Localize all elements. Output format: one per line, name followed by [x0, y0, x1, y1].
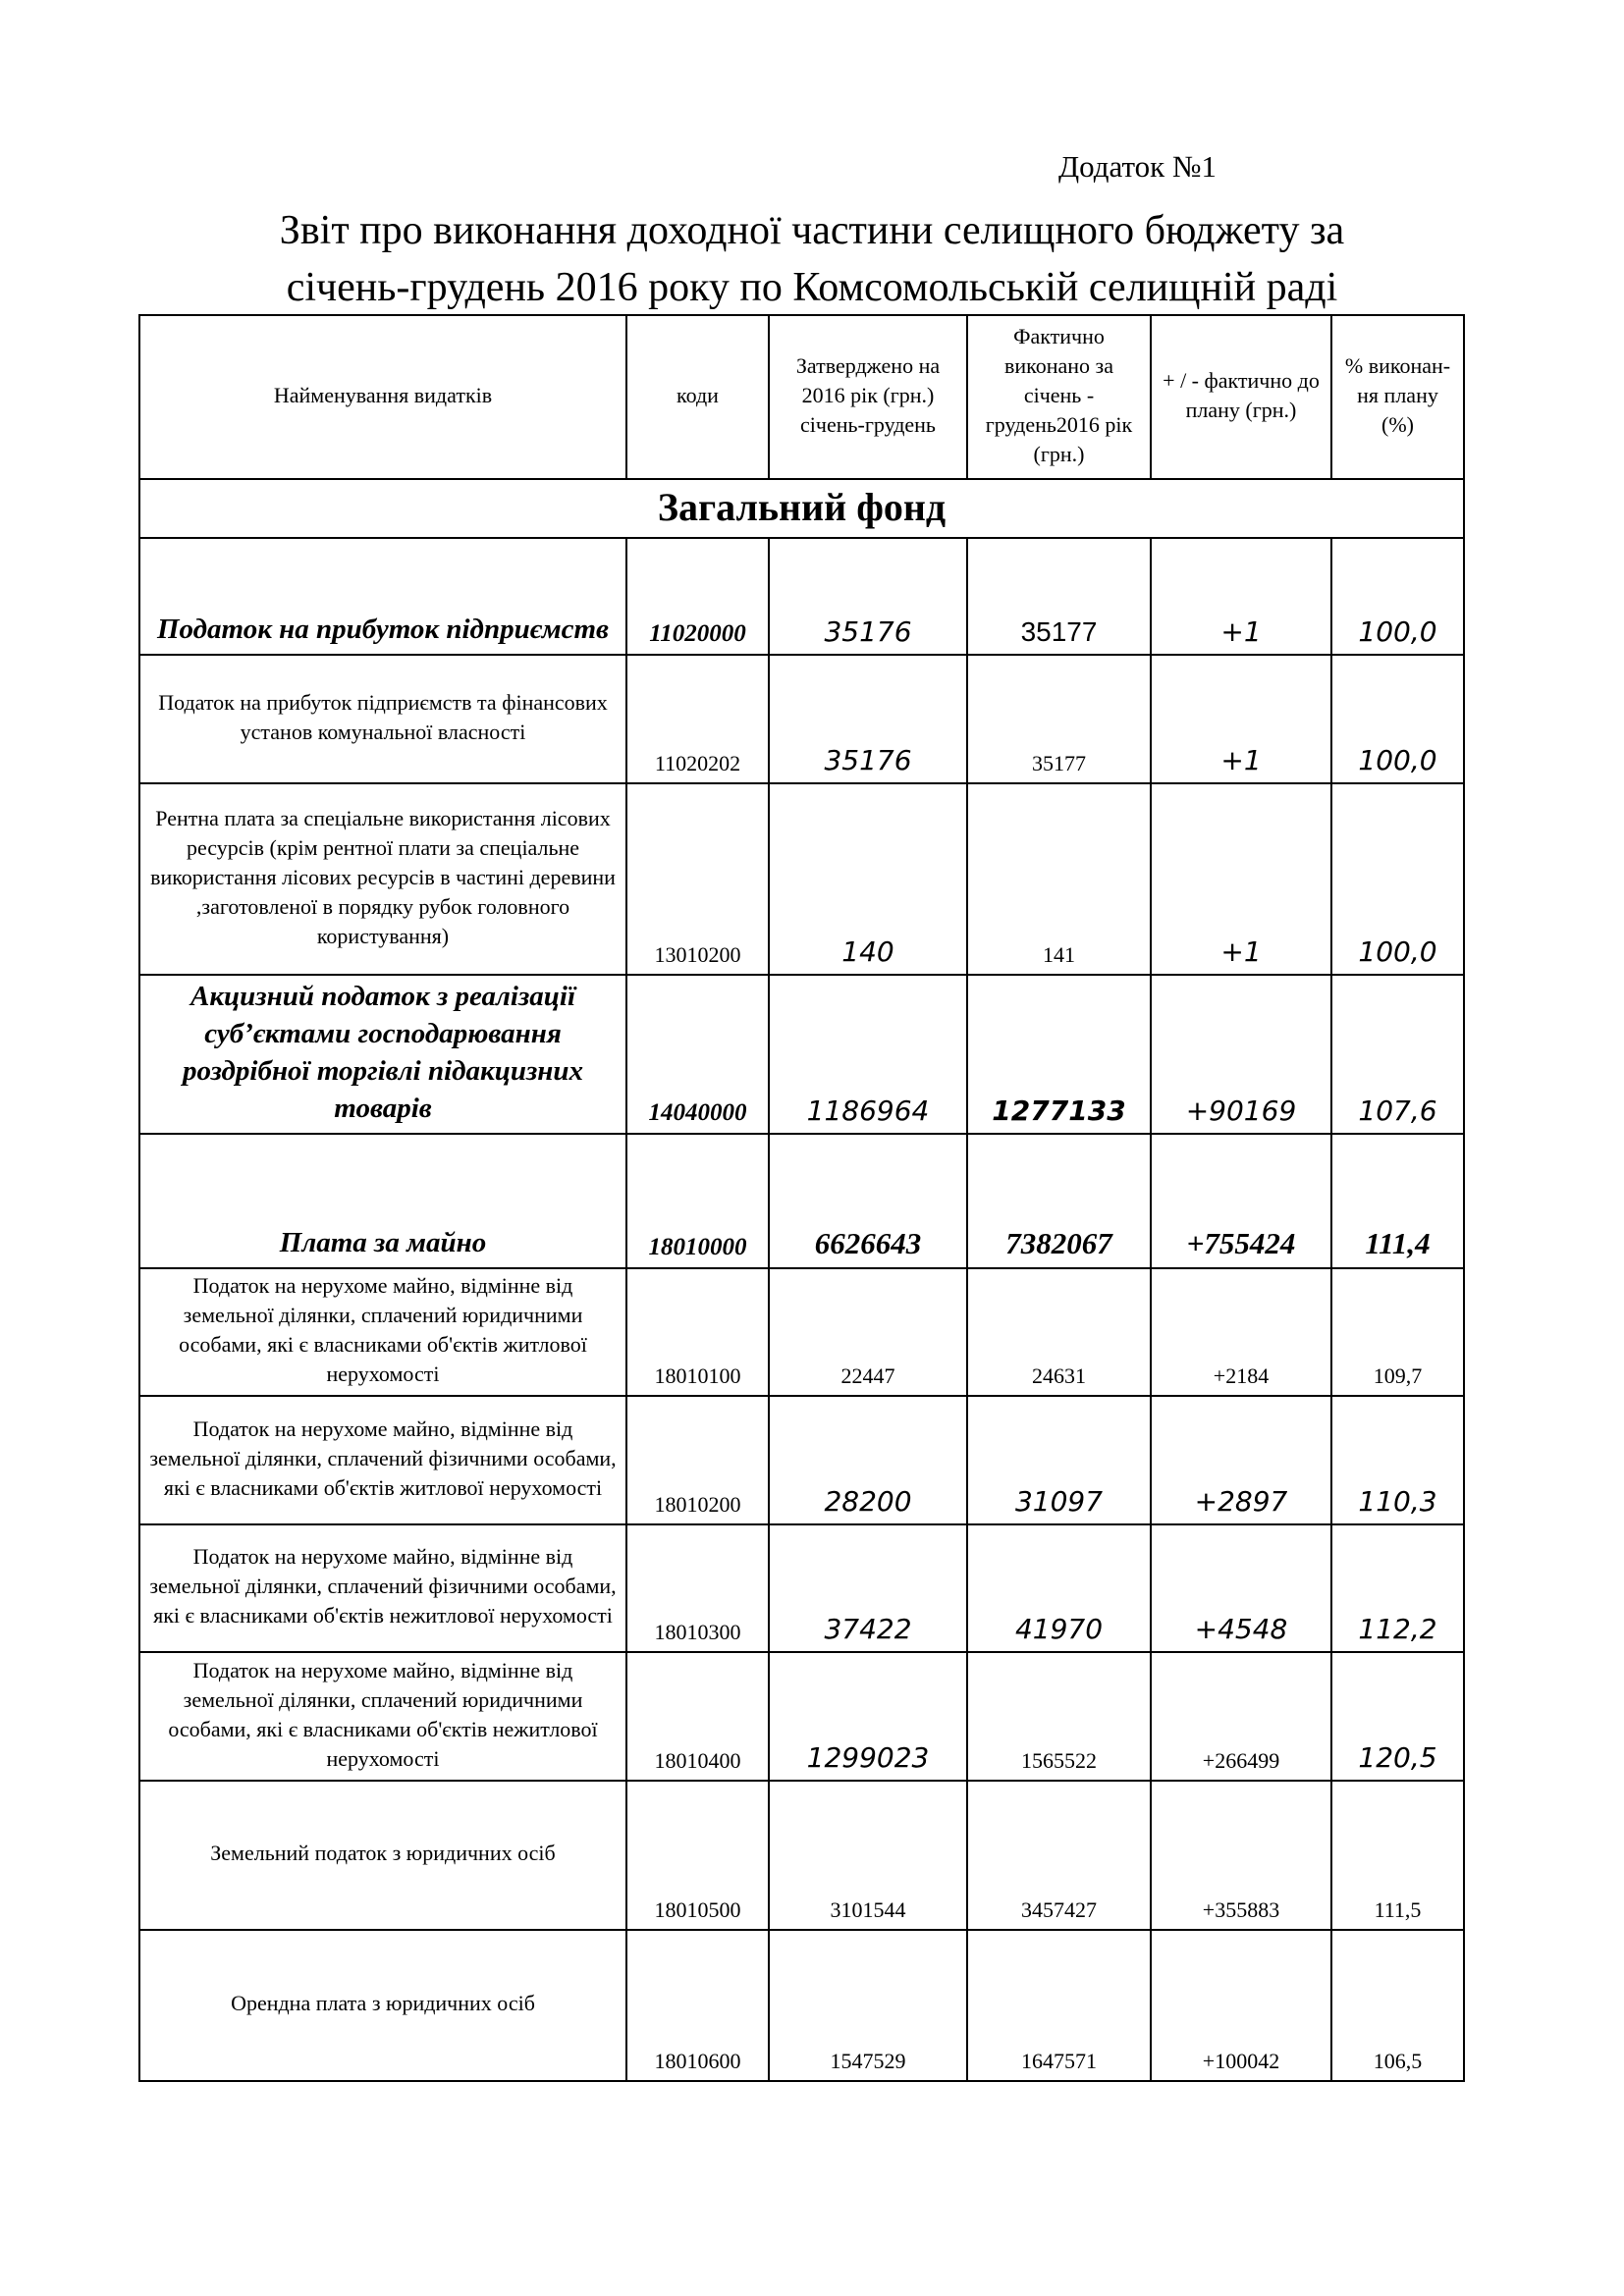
row-diff: +355883: [1151, 1781, 1331, 1930]
header-diff: + / - фактично до плану (грн.): [1151, 315, 1331, 479]
row-code: 18010500: [626, 1781, 769, 1930]
row-approved: 22447: [769, 1268, 967, 1396]
row-code: 18010600: [626, 1930, 769, 2081]
table-row: [139, 1930, 1464, 2081]
row-code: 13010200: [626, 783, 769, 975]
row-code: 18010100: [626, 1268, 769, 1396]
row-percent: 100,0: [1331, 655, 1464, 783]
row-name: Акцизний податок з реалізації суб’єктами господарювання роздрібної торгівлі підакцизних товарів: [139, 975, 626, 1134]
row-diff: +100042: [1151, 1930, 1331, 2081]
row-percent: 112,2: [1331, 1524, 1464, 1652]
row-percent: 109,7: [1331, 1268, 1464, 1396]
row-percent: 111,5: [1331, 1781, 1464, 1930]
table-row: [139, 1268, 1464, 1396]
row-name: Орендна плата з юридичних осіб: [139, 1930, 626, 2081]
row-diff: +2897: [1151, 1396, 1331, 1524]
header-actual: Фактично виконано за січень - грудень2016 рік (грн.): [967, 315, 1151, 479]
table-row: [139, 1524, 1464, 1652]
row-approved: 28200: [769, 1396, 967, 1524]
row-code: 18010400: [626, 1652, 769, 1781]
table-row: [139, 1652, 1464, 1781]
row-name: Рентна плата за спеціальне використання лісових ресурсів (крім рентної плати за спеціальне використання лісових ресурсів в частині деревини ,заготовленої в порядку рубок головного користування): [139, 783, 626, 975]
fund-title: Загальний фонд: [139, 479, 1464, 538]
row-actual: 3457427: [967, 1781, 1151, 1930]
row-diff: +90169: [1151, 975, 1331, 1134]
row-diff: +4548: [1151, 1524, 1331, 1652]
row-percent: 120,5: [1331, 1652, 1464, 1781]
table-row: [139, 783, 1464, 975]
header-code: коди: [626, 315, 769, 479]
row-diff: +2184: [1151, 1268, 1331, 1396]
row-code: 18010200: [626, 1396, 769, 1524]
row-code: 18010000: [626, 1134, 769, 1268]
row-actual: 35177: [967, 655, 1151, 783]
row-approved: 1186964: [769, 975, 967, 1134]
row-name: Податок на нерухоме майно, відмінне від земельної ділянки, сплачений фізичними особами, які є власниками об'єктів житлової нерухомості: [139, 1396, 626, 1524]
row-approved: 3101544: [769, 1781, 967, 1930]
row-approved: 1299023: [769, 1652, 967, 1781]
row-code: 14040000: [626, 975, 769, 1134]
row-approved: 1547529: [769, 1930, 967, 2081]
row-percent: 106,5: [1331, 1930, 1464, 2081]
header-percent: % виконан-ня плану (%): [1331, 315, 1464, 479]
row-percent: 111,4: [1331, 1134, 1464, 1268]
row-diff: +1: [1151, 655, 1331, 783]
row-actual: 141: [967, 783, 1151, 975]
row-percent: 110,3: [1331, 1396, 1464, 1524]
row-code: 11020202: [626, 655, 769, 783]
row-name: Податок на прибуток підприємств: [139, 538, 626, 655]
row-diff: +266499: [1151, 1652, 1331, 1781]
row-approved: 37422: [769, 1524, 967, 1652]
row-diff: +755424: [1151, 1134, 1331, 1268]
row-actual: 41970: [967, 1524, 1151, 1652]
table-row: [139, 1134, 1464, 1268]
row-percent: 100,0: [1331, 783, 1464, 975]
row-actual: 7382067: [967, 1134, 1151, 1268]
table-row: [139, 1396, 1464, 1524]
row-diff: +1: [1151, 538, 1331, 655]
row-approved: 35176: [769, 538, 967, 655]
row-actual: 35177: [967, 538, 1151, 655]
row-code: 18010300: [626, 1524, 769, 1652]
appendix-label: Додаток №1: [1058, 149, 1218, 184]
row-name: Податок на нерухоме майно, відмінне від земельної ділянки, сплачений юридичними особами, які є власниками об'єктів житлової нерухомості: [139, 1268, 626, 1396]
table-row: [139, 538, 1464, 655]
table-row: [139, 975, 1464, 1134]
row-diff: +1: [1151, 783, 1331, 975]
report-title: [137, 202, 1487, 316]
fund-section-row: [139, 479, 1464, 538]
table-row: [139, 655, 1464, 783]
revenue-report-table: [138, 314, 1465, 2082]
row-name: Плата за майно: [139, 1134, 626, 1268]
row-code: 11020000: [626, 538, 769, 655]
row-percent: 100,0: [1331, 538, 1464, 655]
row-name: Земельний податок з юридичних осіб: [139, 1781, 626, 1930]
row-approved: 35176: [769, 655, 967, 783]
table-header-row: [139, 315, 1464, 479]
table-row: [139, 1781, 1464, 1930]
row-name: Податок на нерухоме майно, відмінне від земельної ділянки, сплачений юридичними особами, які є власниками об'єктів нежитлової нерухомості: [139, 1652, 626, 1781]
row-actual: 1277133: [967, 975, 1151, 1134]
row-percent: 107,6: [1331, 975, 1464, 1134]
row-approved: 6626643: [769, 1134, 967, 1268]
row-actual: 1565522: [967, 1652, 1151, 1781]
header-approved: Затверджено на 2016 рік (грн.) січень-грудень: [769, 315, 967, 479]
row-actual: 31097: [967, 1396, 1151, 1524]
report-title-line-1: Звіт про виконання доходної частини селищного бюджету за: [279, 208, 1345, 253]
row-approved: 140: [769, 783, 967, 975]
row-name: Податок на нерухоме майно, відмінне від земельної ділянки, сплачений фізичними особами, які є власниками об'єктів нежитлової нерухомості: [139, 1524, 626, 1652]
row-actual: 24631: [967, 1268, 1151, 1396]
row-actual: 1647571: [967, 1930, 1151, 2081]
report-title-line-2: січень-грудень 2016 року по Комсомольській селищній раді: [286, 265, 1338, 310]
header-name: Найменування видатків: [139, 315, 626, 479]
row-name: Податок на прибуток підприємств та фінансових установ комунальної власності: [139, 655, 626, 783]
